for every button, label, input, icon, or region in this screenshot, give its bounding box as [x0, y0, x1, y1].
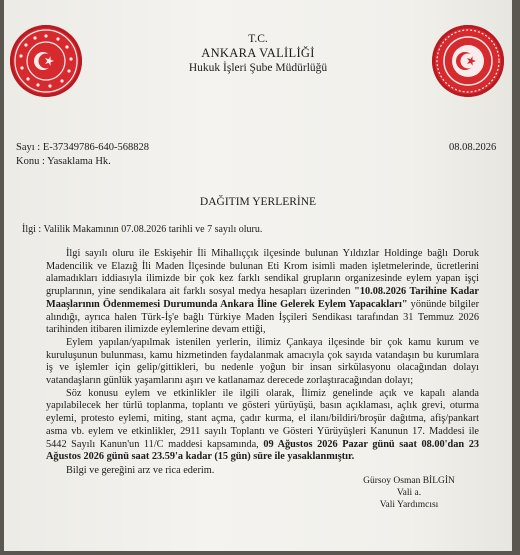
signatory-name: Gürsoy Osman BİLGİN: [363, 476, 455, 486]
paragraph-1: İlgi sayılı oluru ile Eskişehir İli Mihallıççık ilçesinde bulunan Yıldızlar Holdinge bağlı Doruk Madencilik ve Elazığ İli Maden İlçesinde bulunan Eti Krom isimli maden işletmelerinde, ücretlerini alamadıkları iddiasıyla ilimizde bir çok kez farklı sendikal grupların organizesinde eylem yapan işçi gruplarının, yine sendikalara ait farklı sosyal medya hesapları üzerinden "10.08.2026 Tarihine Kadar Maaşlarının Ödenmemesi Durumunda Ankara İline Gelerek Eylem Yapacakları" yönünde bilgiler alındığı, ayrıca halen Türk-İş'e bağlı Türkiye Maden İşçileri Sendikası tarafından 31 Temmuz 2026 tarihinden itibaren ilimizde eylemlerine devam ettiği,: [46, 248, 479, 336]
signatory-title: Vali Yardımcısı: [379, 500, 439, 510]
header-tc: T.C.: [248, 33, 268, 45]
document-page: [4, 0, 512, 551]
distribution-heading: DAĞITIM YERLERİNE: [199, 196, 317, 208]
paragraph-2: Eylem yapılan/yapılmak istenilen yerlerin, ilimiz Çankaya ilçesinde bir çok kamu kurum ve kuruluşunun bulunması, kamu hizmetinden faydalanmak amacıyla çok sayıda vatandaşın bu kurumlara iş ve işlemler için gelip/gittikleri, bu nedenle yoğun bir insan sirkülasyonu olacağından dolayı vatandaşların günlük yaşamlarını aşırı ve katlanamaz derecede zorlaştıracağından dolayı;: [46, 336, 479, 387]
document-date: 08.08.2026: [449, 142, 497, 153]
document-subject: Konu : Yasaklama Hk.: [16, 156, 111, 167]
header-department: Hukuk İşleri Şube Müdürlüğü: [188, 62, 328, 74]
header-institution: ANKARA VALİLİĞİ: [201, 46, 315, 60]
document-number: Sayı : E-37349786-640-568828: [16, 142, 149, 153]
signatory-role: Vali a.: [396, 488, 422, 498]
closing-sentence: Bilgi ve gereğini arz ve rica ederim.: [66, 464, 215, 476]
paragraph-3: Söz konusu eylem ve etkinlikler ile ilgili olarak, İlimiz genelinde açık ve kapalı alanda yapılabilecek her türlü toplanma, toplantı ve gösteri yürüyüşü, basın açıklaması, açlık grevi, oturma eylemi, protesto eylemi, miting, stant açma, çadır kurma, el ilanı/bildiri/broşür dağıtma, afiş/pankart asma vb. eylem ve etkinlikler, 2911 sayılı Toplantı ve Gösteri Yürüyüşleri Kanunun 17. Maddesi ile 5442 Sayılı Kanun'un 11/C maddesi kapsamında, 09 Ağustos 2026 Pazar günü saat 08.00'dan 23 Ağustos 2026 günü saat 23.59'a kadar (15 gün) süre ile yasaklanmıştır.: [46, 387, 479, 463]
letter-body: [46, 248, 479, 478]
reference-line: İlgi : Valilik Makamının 07.08.2026 tarihli ve 7 sayılı oluru.: [22, 224, 263, 235]
